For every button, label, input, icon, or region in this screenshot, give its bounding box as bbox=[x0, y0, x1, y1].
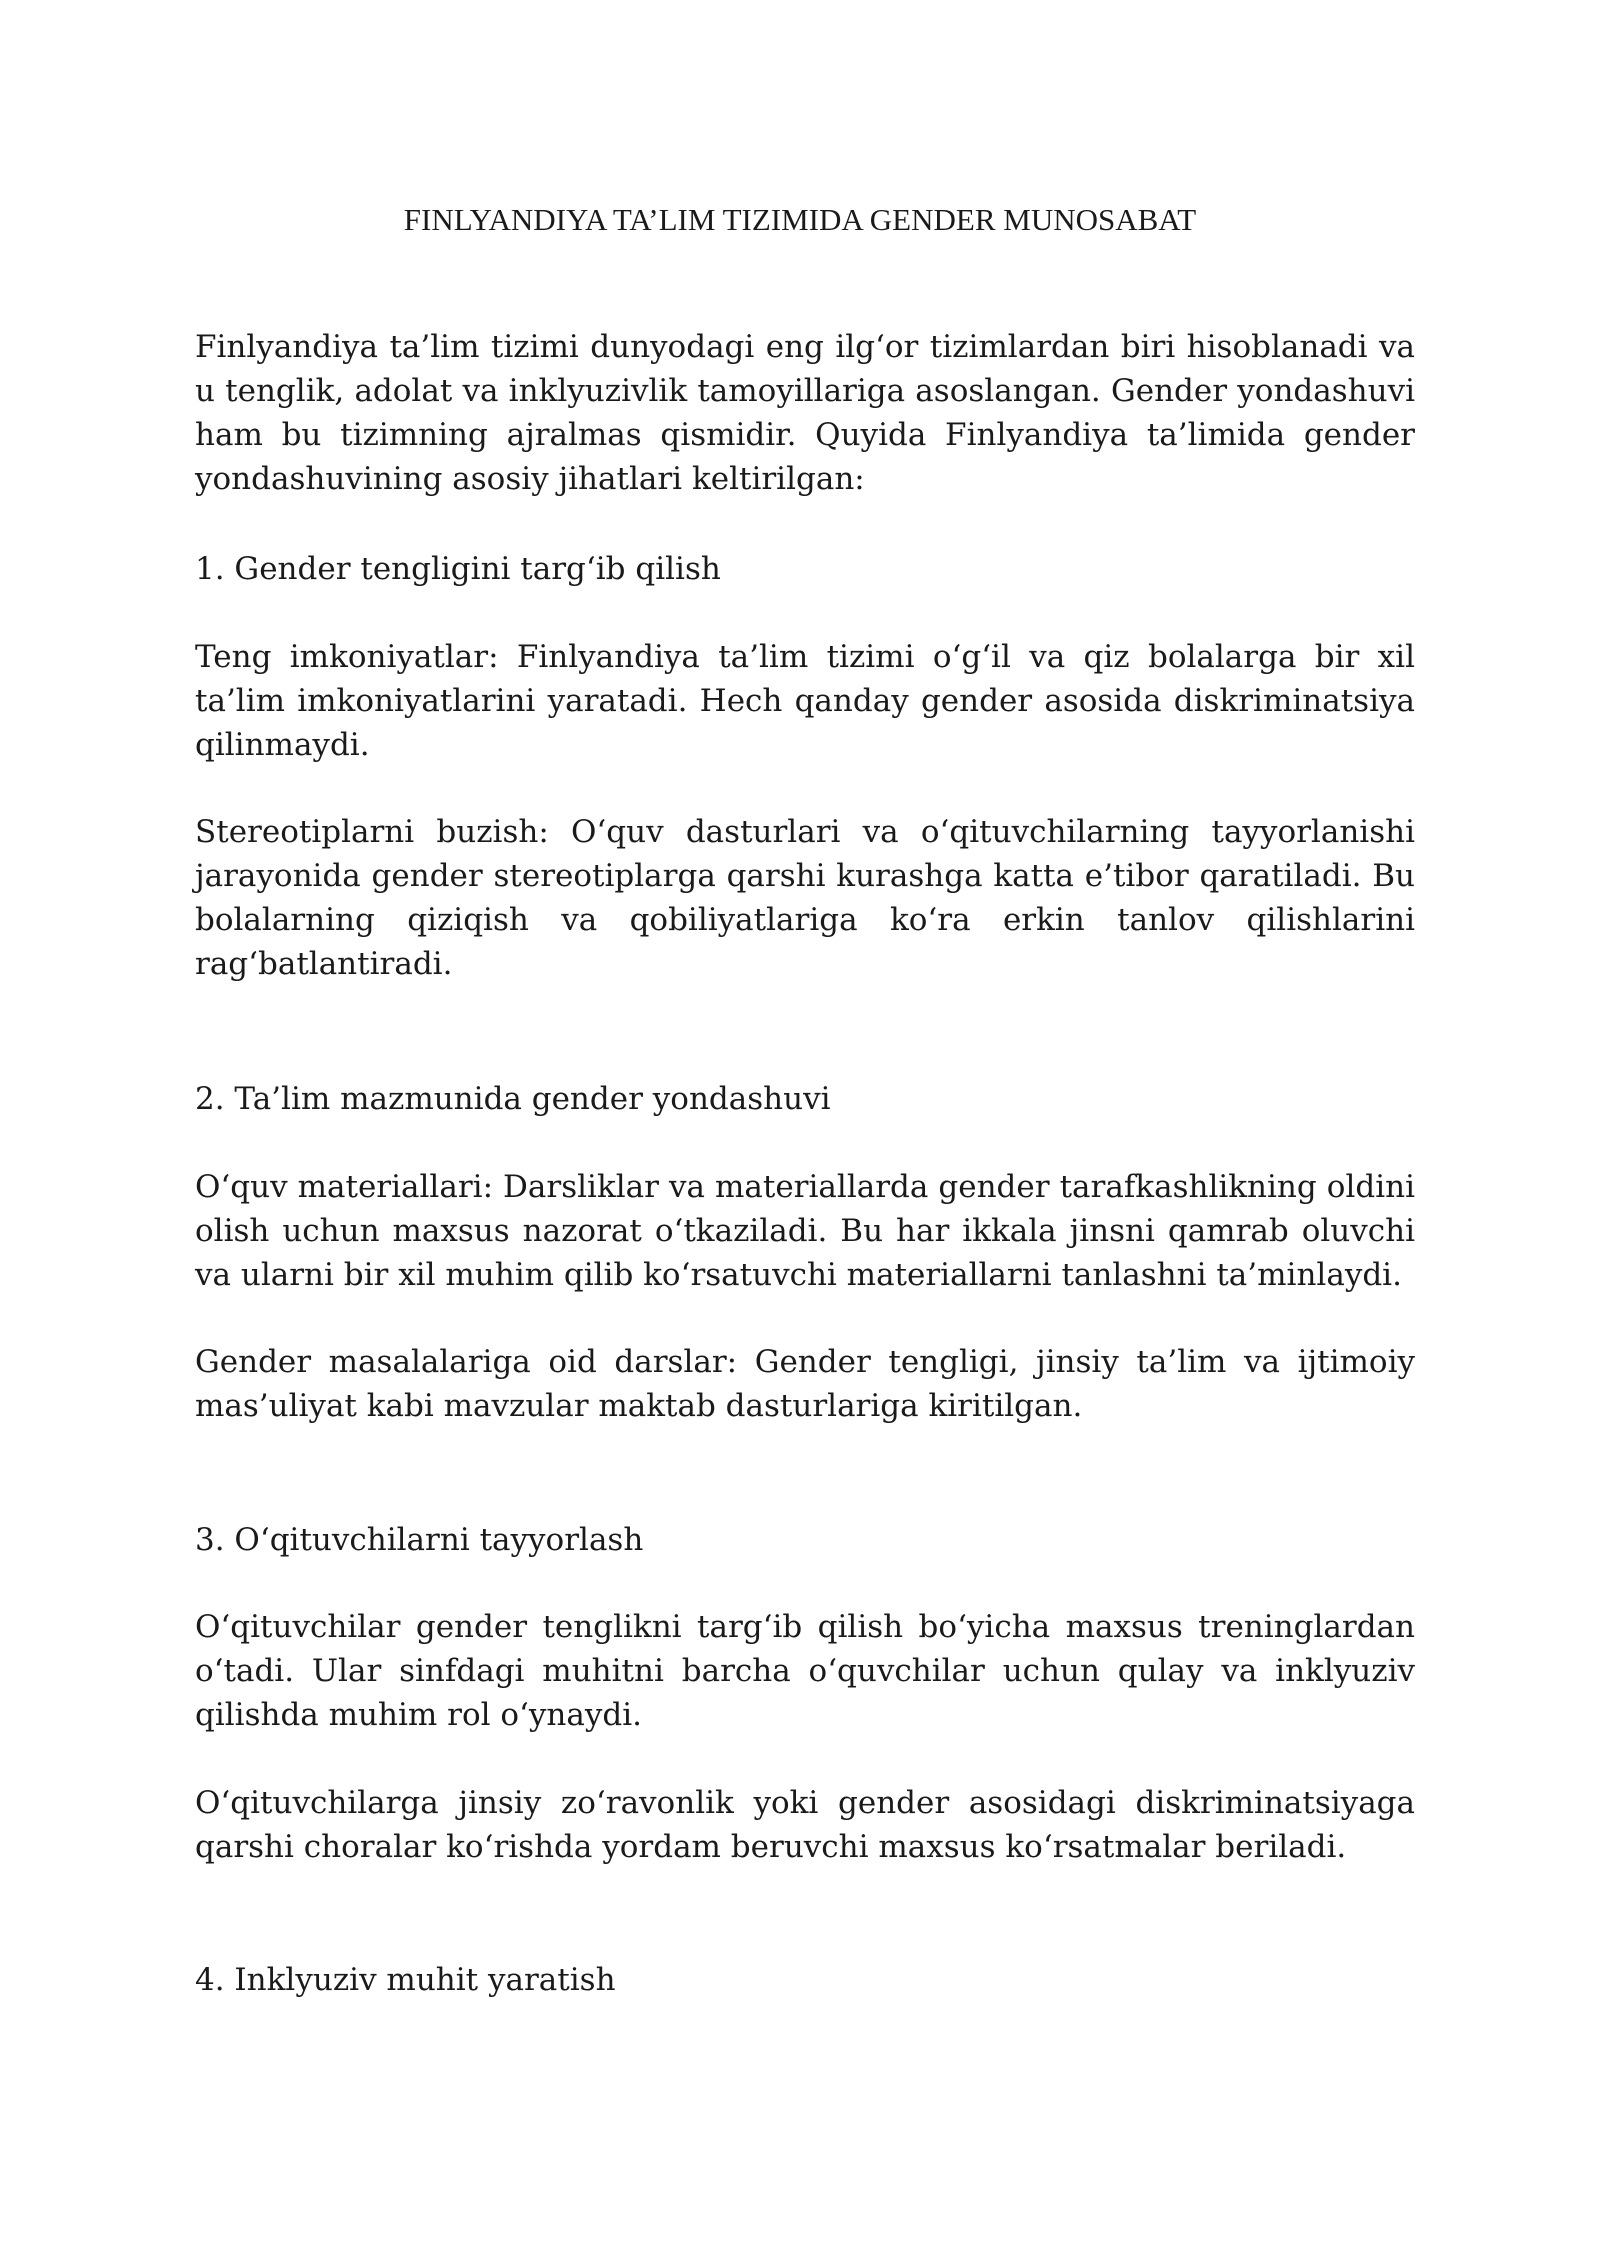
section-heading-1: 1. Gender tengligini targ‘ib qilish bbox=[195, 551, 721, 587]
section-3-paragraph-1: O‘qituvchilar gender tenglikni targ‘ib qilish bo‘yicha maxsus treninglardan o‘tadi. Ular sinfdagi muhitni barcha o‘quvchilar uchun qulay va inklyuziv qilishda muhim rol o‘ynaydi. bbox=[195, 1609, 1415, 1733]
section-2-paragraph-2: Gender masalalariga oid darslar: Gender tengligi, jinsiy ta’lim va ijtimoiy mas’uliyat kabi mavzular maktab dasturlariga kiritilgan. bbox=[195, 1344, 1415, 1424]
section-heading-2: 2. Ta’lim mazmunida gender yondashuvi bbox=[195, 1081, 831, 1117]
section-1-paragraph-2: Stereotiplarni buzish: O‘quv dasturlari va o‘qituvchilarning tayyorlanishi jarayonida gender stereotiplarga qarshi kurashga katta e’tibor qaratiladi. Bu bolalarning qiziqish va qobiliyatlariga ko‘ra erkin tanlov qilishlarini rag‘batlantiradi. bbox=[195, 814, 1415, 982]
section-3-paragraph-2: O‘qituvchilarga jinsiy zo‘ravonlik yoki gender asosidagi diskriminatsiyaga qarshi choralar ko‘rishda yordam beruvchi maxsus ko‘rsatmalar beriladi. bbox=[195, 1785, 1415, 1865]
section-1-paragraph-1: Teng imkoniyatlar: Finlyandiya ta’lim tizimi o‘g‘il va qiz bolalarga bir xil ta’lim imkoniyatlarini yaratadi. Hech qanday gender asosida diskriminatsiya qilinmaydi. bbox=[195, 639, 1415, 763]
intro-paragraph: Finlyandiya ta’lim tizimi dunyodagi eng ilg‘or tizimlardan biri hisoblanadi va u tenglik, adolat va inklyuzivlik tamoyillariga asoslangan. Gender yondashuvi ham bu tizimning ajralmas qismidir. Quyida Finlyandiya ta’limida gender yondashuvining asosiy jihatlari keltirilgan: bbox=[195, 329, 1415, 497]
section-2-paragraph-1: O‘quv materiallari: Darsliklar va materiallarda gender tarafkashlikning oldini olish uchun maxsus nazorat o‘tkaziladi. Bu har ikkala jinsni qamrab oluvchi va ularni bir xil muhim qilib ko‘rsatuvchi materiallarni tanlashni ta’minlaydi. bbox=[195, 1169, 1415, 1293]
page-title: FINLYANDIYA TA’LIM TIZIMIDA GENDER MUNOSABAT bbox=[403, 202, 1197, 237]
section-heading-3: 3. O‘qituvchilarni tayyorlash bbox=[195, 1522, 644, 1558]
section-heading-4: 4. Inklyuziv muhit yaratish bbox=[195, 1962, 616, 1998]
